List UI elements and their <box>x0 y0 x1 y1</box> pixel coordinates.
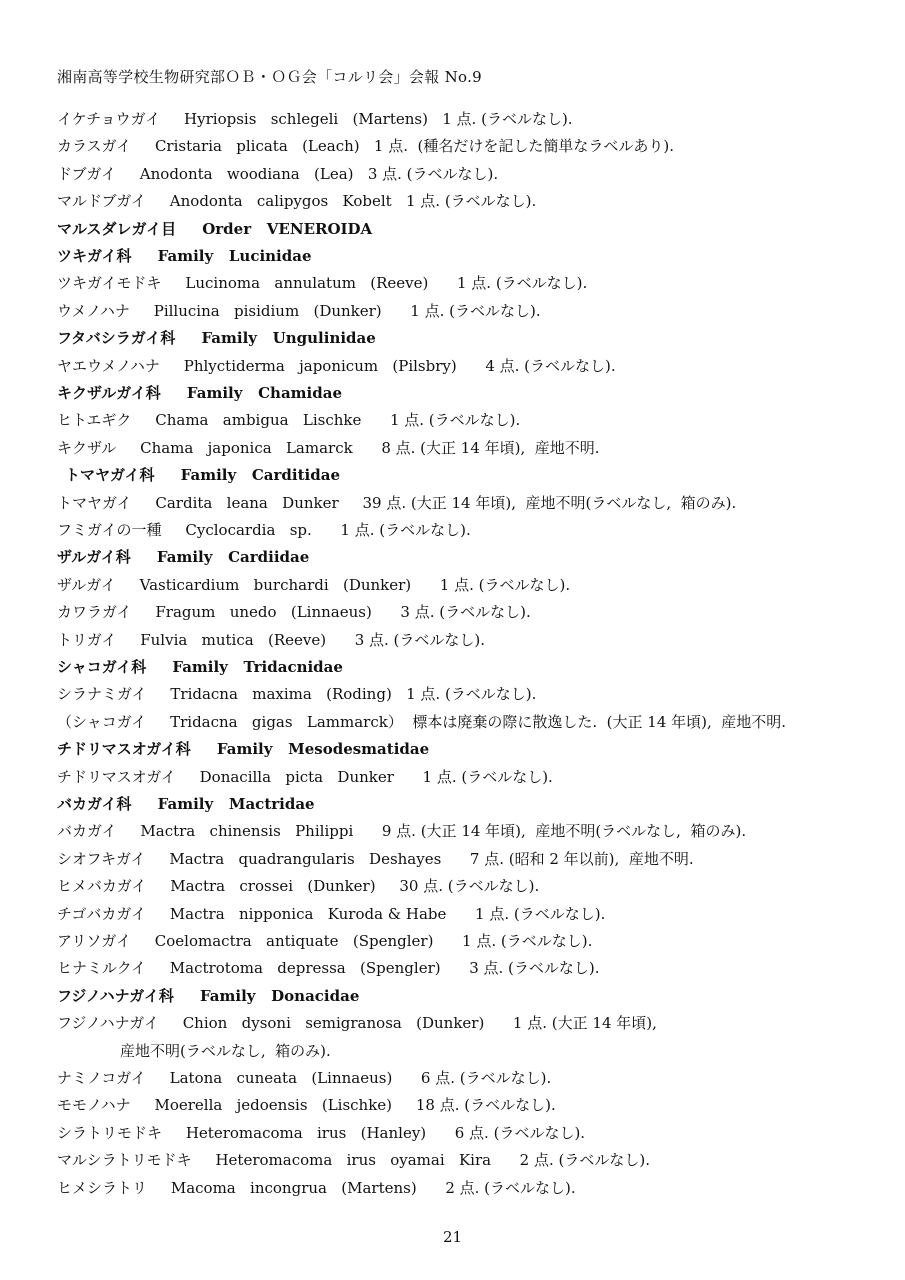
species-entry: フミガイの一種 Cyclocardia sp. 1 点. (ラベルなし). <box>57 521 471 539</box>
taxon-heading: キクザルガイ科 Family Chamidae <box>57 384 342 402</box>
species-entry: キクザル Chama japonica Lamarck 8 点. (大正 14 年頃), 産地不明. <box>57 438 600 457</box>
species-entry: マルドブガイ Anodonta calipygos Kobelt 1 点. (ラベルなし). <box>57 192 537 211</box>
species-entry: カワラガイ Fragum unedo (Linnaeus) 3 点. (ラベルなし). <box>57 603 531 622</box>
page-header: 湘南高等学校生物研究部ＯＢ・ＯＧ会「コルリ会」会報 No.9 <box>57 68 482 86</box>
taxon-heading: シャコガイ科 Family Tridacnidae <box>57 658 343 676</box>
species-entry: カラスガイ Cristaria plicata (Leach) 1 点. (種名だけを記した簡単なラベルあり). <box>57 137 675 156</box>
species-entry: モモノハナ Moerella jedoensis (Lischke) 18 点. (ラベルなし). <box>57 1096 556 1115</box>
species-entry: ヒメバカガイ Mactra crossei (Dunker) 30 点. (ラベルなし). <box>57 877 540 896</box>
taxon-heading: バカガイ科 Family Mactridae <box>57 795 315 813</box>
species-entry: チゴバカガイ Mactra nipponica Kuroda & Habe 1 点. (ラベルなし). <box>57 904 606 923</box>
species-entry: ヤエウメノハナ Phlyctiderma japonicum (Pilsbry) 4 点. (ラベルなし). <box>57 356 616 375</box>
species-entry: ツキガイモドキ Lucinoma annulatum (Reeve) 1 点. (ラベルなし). <box>57 274 588 293</box>
species-entry: シラトリモドキ Heteromacoma irus (Hanley) 6 点. (ラベルなし). <box>57 1123 586 1142</box>
species-entry: ザルガイ Vasticardium burchardi (Dunker) 1 点. (ラベルなし). <box>57 575 571 594</box>
species-entry: ヒトエギク Chama ambigua Lischke 1 点. (ラベルなし). <box>57 411 521 430</box>
taxon-heading: チドリマスオガイ科 Family Mesodesmatidae <box>57 740 430 759</box>
taxon-heading: フジノハナガイ科 Family Donacidae <box>57 986 360 1005</box>
taxon-heading: フタバシラガイ科 Family Ungulinidae <box>57 329 376 348</box>
species-entry: マルシラトリモドキ Heteromacoma irus oyamai Kira 2 点. (ラベルなし). <box>57 1151 650 1170</box>
taxon-heading: トマヤガイ科 Family Carditidae <box>65 466 340 485</box>
species-entry: （シャコガイ Tridacna gigas Lammarck） 標本は廃棄の際に散逸した. (大正 14 年頃), 産地不明. <box>57 712 787 731</box>
species-entry: イケチョウガイ Hyriopsis schlegeli (Martens) 1 点. (ラベルなし). <box>57 110 573 128</box>
taxon-heading: ツキガイ科 Family Lucinidae <box>57 247 312 265</box>
taxon-heading: ザルガイ科 Family Cardiidae <box>57 548 310 567</box>
species-entry: バカガイ Mactra chinensis Philippi 9 点. (大正 14 年頃), 産地不明(ラベルなし, 箱のみ). <box>57 822 747 841</box>
species-entry: ドブガイ Anodonta woodiana (Lea) 3 点. (ラベルなし). <box>57 164 499 183</box>
species-entry: シオフキガイ Mactra quadrangularis Deshayes 7 点. (昭和 2 年以前), 産地不明. <box>57 849 694 868</box>
species-entry: ナミノコガイ Latona cuneata (Linnaeus) 6 点. (ラベルなし). <box>57 1069 552 1087</box>
species-entry: ヒメシラトリ Macoma incongrua (Martens) 2 点. (ラベルなし). <box>57 1178 576 1197</box>
species-entry: アリソガイ Coelomactra antiquate (Spengler) 1 点. (ラベルなし). <box>57 932 593 950</box>
species-entry: ウメノハナ Pillucina pisidium (Dunker) 1 点. (ラベルなし). <box>57 301 541 320</box>
taxon-heading: マルスダレガイ目 Order VENEROIDA <box>57 219 373 238</box>
species-entry: トリガイ Fulvia mutica (Reeve) 3 点. (ラベルなし). <box>57 630 486 649</box>
species-entry: トマヤガイ Cardita leana Dunker 39 点. (大正 14 年頃), 産地不明(ラベルなし, 箱のみ). <box>57 493 737 512</box>
species-entry: ヒナミルクイ Mactrotoma depressa (Spengler) 3 点. (ラベルなし). <box>57 959 600 978</box>
species-entry: シラナミガイ Tridacna maxima (Roding) 1 点. (ラベルなし). <box>57 685 537 704</box>
species-entry: フジノハナガイ Chion dysoni semigranosa (Dunker) 1 点. (大正 14 年頃), <box>57 1014 657 1033</box>
page-number: 21 <box>442 1228 463 1246</box>
species-entry-continuation: 産地不明(ラベルなし, 箱のみ). <box>120 1041 331 1060</box>
species-entry: チドリマスオガイ Donacilla picta Dunker 1 点. (ラベルなし). <box>57 767 553 786</box>
